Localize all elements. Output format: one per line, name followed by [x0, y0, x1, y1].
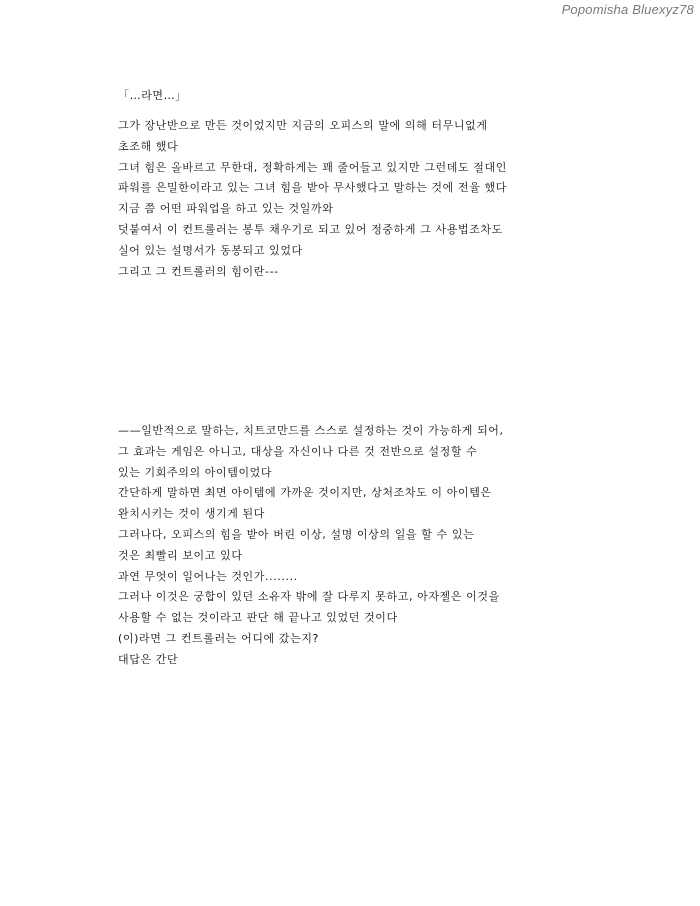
paragraph-block-1	[118, 116, 688, 282]
text-line: 덧붙여서 이 컨트롤러는 봉투 채우기로 되고 있어 정중하게 그 사용법조차도	[118, 222, 503, 236]
text-line: 것은 최빨리 보이고 있다	[118, 548, 243, 562]
paragraph-block-2	[118, 421, 688, 671]
text-line: 있는 기회주의의 아이템이었다	[118, 465, 273, 479]
text-line: 그녀 힘은 올바르고 무한대, 정확하게는 꽤 줄어들고 있지만 그런데도 절대인	[118, 160, 507, 174]
text-line: 그가 장난반으로 만든 것이었지만 지금의 오피스의 말에 의해 터무니없게	[118, 119, 488, 132]
text-line: 사용할 수 없는 것이라고 판단 해 끝나고 있었던 것이다	[118, 611, 398, 625]
text-line: 대답은 간단	[118, 652, 179, 666]
text-line: ——일반적으로 말하는, 치트코만드를 스스로 설정하는 것이 가능하게 되어,	[118, 424, 504, 437]
text-line: 그 효과는 게임은 아니고, 대상을 자신이나 다른 것 전반으로 설정할 수	[118, 444, 478, 458]
text-line: 과연 무엇이 일어나는 것인가........	[118, 569, 298, 583]
text-line: 그리고 그 컨트롤러의 힘이란---	[118, 264, 279, 278]
text-line: 간단하게 말하면 최면 아이템에 가까운 것이지만, 상처조차도 이 아이템은	[118, 486, 492, 500]
text-line: 그러나 이것은 궁합이 있던 소유자 밖에 잘 다루지 못하고, 아자젤은 이것을	[118, 590, 500, 604]
text-line: 그러나다, 오피스의 힘을 받아 버린 이상, 설명 이상의 일을 할 수 있는	[118, 527, 475, 541]
text-line: 초조해 했다	[118, 139, 179, 153]
text-line: 지금 쯤 어떤 파워업을 하고 있는 것일까와	[118, 202, 334, 216]
text-line: 파워를 은밀한이라고 있는 그녀 힘을 받아 무사했다고 말하는 것에 전율 했다	[118, 181, 507, 195]
text-line: (이)라면 그 컨트롤러는 어디에 갔는지?	[118, 631, 319, 645]
heading-block	[118, 86, 688, 107]
text-line: 실어 있는 설명서가 동봉되고 있었다	[118, 243, 303, 257]
text-line: 완치시키는 것이 생기게 된다	[118, 507, 266, 521]
heading-line: 「…라면…」	[118, 89, 187, 102]
watermark: Popomisha Bluexyz78	[561, 2, 694, 17]
